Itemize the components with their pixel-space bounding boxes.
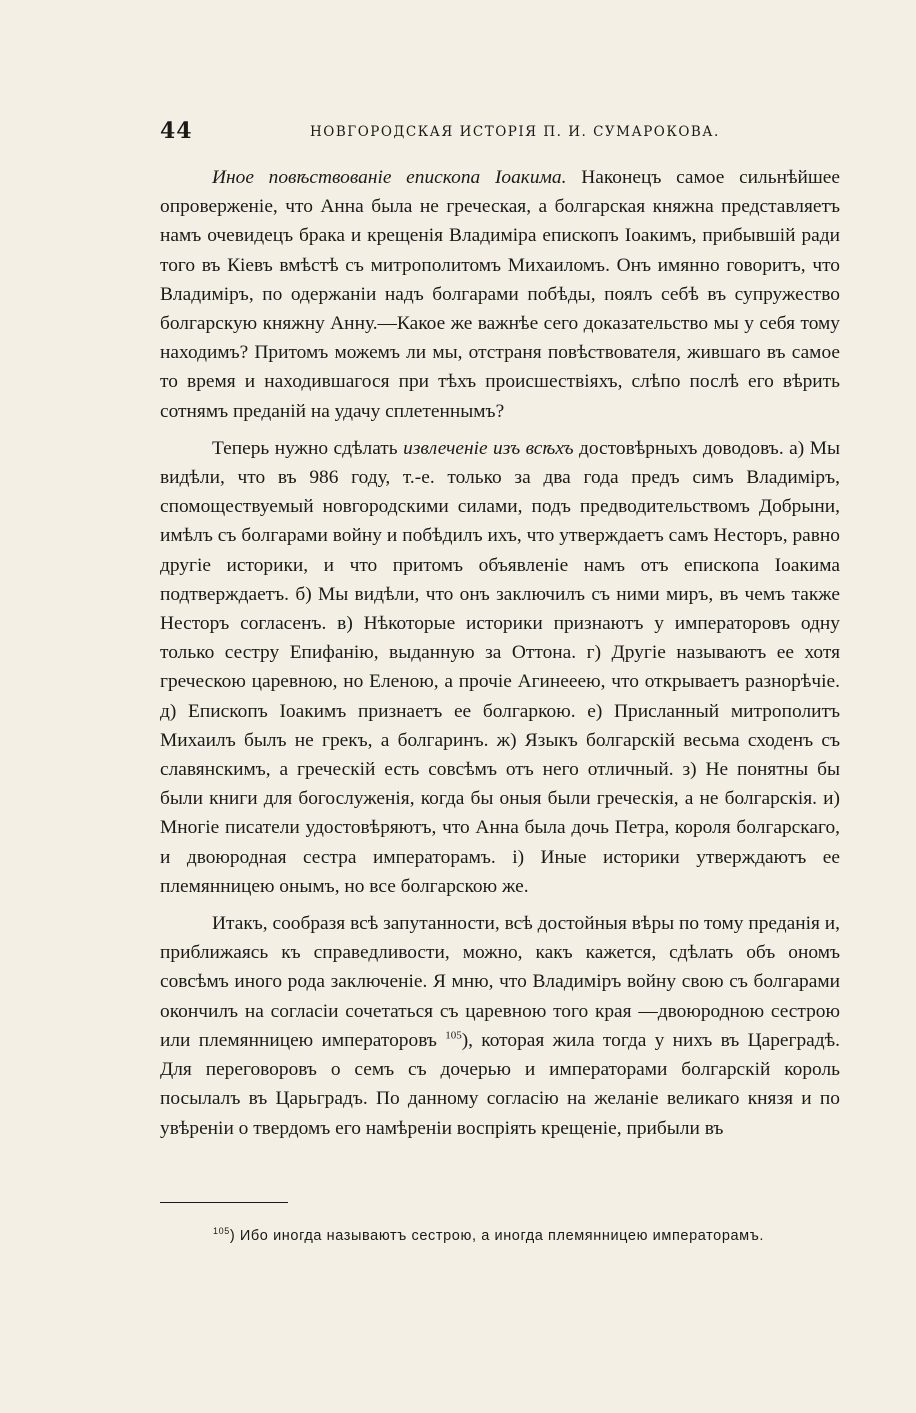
footnote-text: ) Ибо иногда называютъ сестрою, а иногда племянницею императорамъ. — [229, 1228, 765, 1244]
paragraph-2-text-start: Теперь нужно сдѣлать — [212, 437, 404, 459]
footnote-number: 105 — [213, 1226, 230, 1237]
paragraph-3 — [160, 909, 840, 1143]
paragraph-2 — [160, 434, 840, 901]
paragraph-2-text-end: достовѣрныхъ доводовъ. а) Мы видѣли, что въ 986 году, т.-е. только за два года предъ симъ Владиміръ, спомоществуемый новгородскими силами, подъ предводительствомъ Добрыни, имѣлъ съ болгарами войну и побѣдилъ ихъ, что утверждаетъ самъ Несторъ, равно другіе историки, и что притомъ объявленіе намъ отъ епископа Іоакима подтверждаетъ. б) Мы видѣли, что онъ заключилъ съ ними миръ, въ чемъ также Несторъ согласенъ. в) Нѣкоторые историки признаютъ у императоровъ одну только сестру Епифанію, выданную за Оттона. г) Другіе называютъ ее хотя греческою царевною, но Еленою, а прочіе Агинееею, что открываетъ разнорѣчіе. д) Епископъ Іоакимъ признаетъ ее болгаркою. е) Присланный митрополитъ Михаилъ былъ не грекъ, а болгаринъ. ж) Языкъ болгарскій весьма сходенъ съ славянскимъ, а греческій есть совсѣмъ отъ него отличный. з) Не понятны бы были книги для богослуженія, когда бы оныя были греческія, а не болгарскія. и) Многіе писатели удостовѣряютъ, что Анна была дочь Петра, короля болгарскаго, и двоюродная сестра императорамъ. і) Иные историки утверждаютъ ее племянницею онымъ, но все болгарскою же. — [160, 437, 840, 897]
running-title: НОВГОРОДСКАЯ ИСТОРІЯ П. И. СУМАРОКОВА. — [310, 124, 720, 140]
paragraph-1 — [160, 163, 840, 426]
paragraph-3-text-end: ), которая жила тогда у нихъ въ Цареградѣ. Для переговоровъ о семъ съ дочерью и императорами болгарскій король посылалъ въ Царьградъ. По данному согласію на желаніе великаго князя и по увѣреніи о твердомъ его намѣреніи воспріять крещеніе, прибыли въ — [160, 1029, 841, 1139]
page-number: 44 — [160, 118, 193, 144]
footnote — [213, 1228, 853, 1244]
body-text — [160, 163, 840, 1143]
paragraph-1-italic-lead: Иное повѣствованіе епископа Іоакима. — [212, 167, 567, 188]
footnote-divider — [160, 1202, 288, 1203]
paragraph-2-italic: извлеченіе изъ всѣхъ — [403, 437, 574, 459]
page-header — [160, 118, 840, 148]
footnote-reference: 105 — [445, 1029, 462, 1042]
paragraph-3-text-start: Итакъ, сообразя всѣ запутанности, всѣ достойныя вѣры по тому преданія и, приближаясь къ справедливости, можно, какъ кажется, сдѣлать объ ономъ совсѣмъ иного рода заключеніе. Я мню, что Владиміръ войну свою съ болгарами окончилъ на согласіи сочетаться съ царевною того края —двоюродною сестрою или племянницею императоровъ — [160, 913, 840, 1051]
paragraph-1-text: Наконецъ самое сильнѣйшее опроверженіе, что Анна была не греческая, а болгарская княжна представляетъ намъ очевидецъ брака и крещенія Владиміра епископъ Іоакимъ, прибывшій ради того въ Кіевъ вмѣстѣ съ митрополитомъ Михаиломъ. Онъ имянно говоритъ, что Владиміръ, по одержаніи надъ болгарами побѣды, поялъ себѣ въ супружество болгарскую княжну Анну.—Какое же важнѣе сего доказательство мы у себя тому находимъ? Притомъ можемъ ли мы, отстраня повѣствователя, жившаго въ самое то время и находившагося при тѣхъ происшествіяхъ, слѣпо послѣ его вѣрить сотнямъ преданій на удачу сплетеннымъ? — [160, 167, 840, 422]
